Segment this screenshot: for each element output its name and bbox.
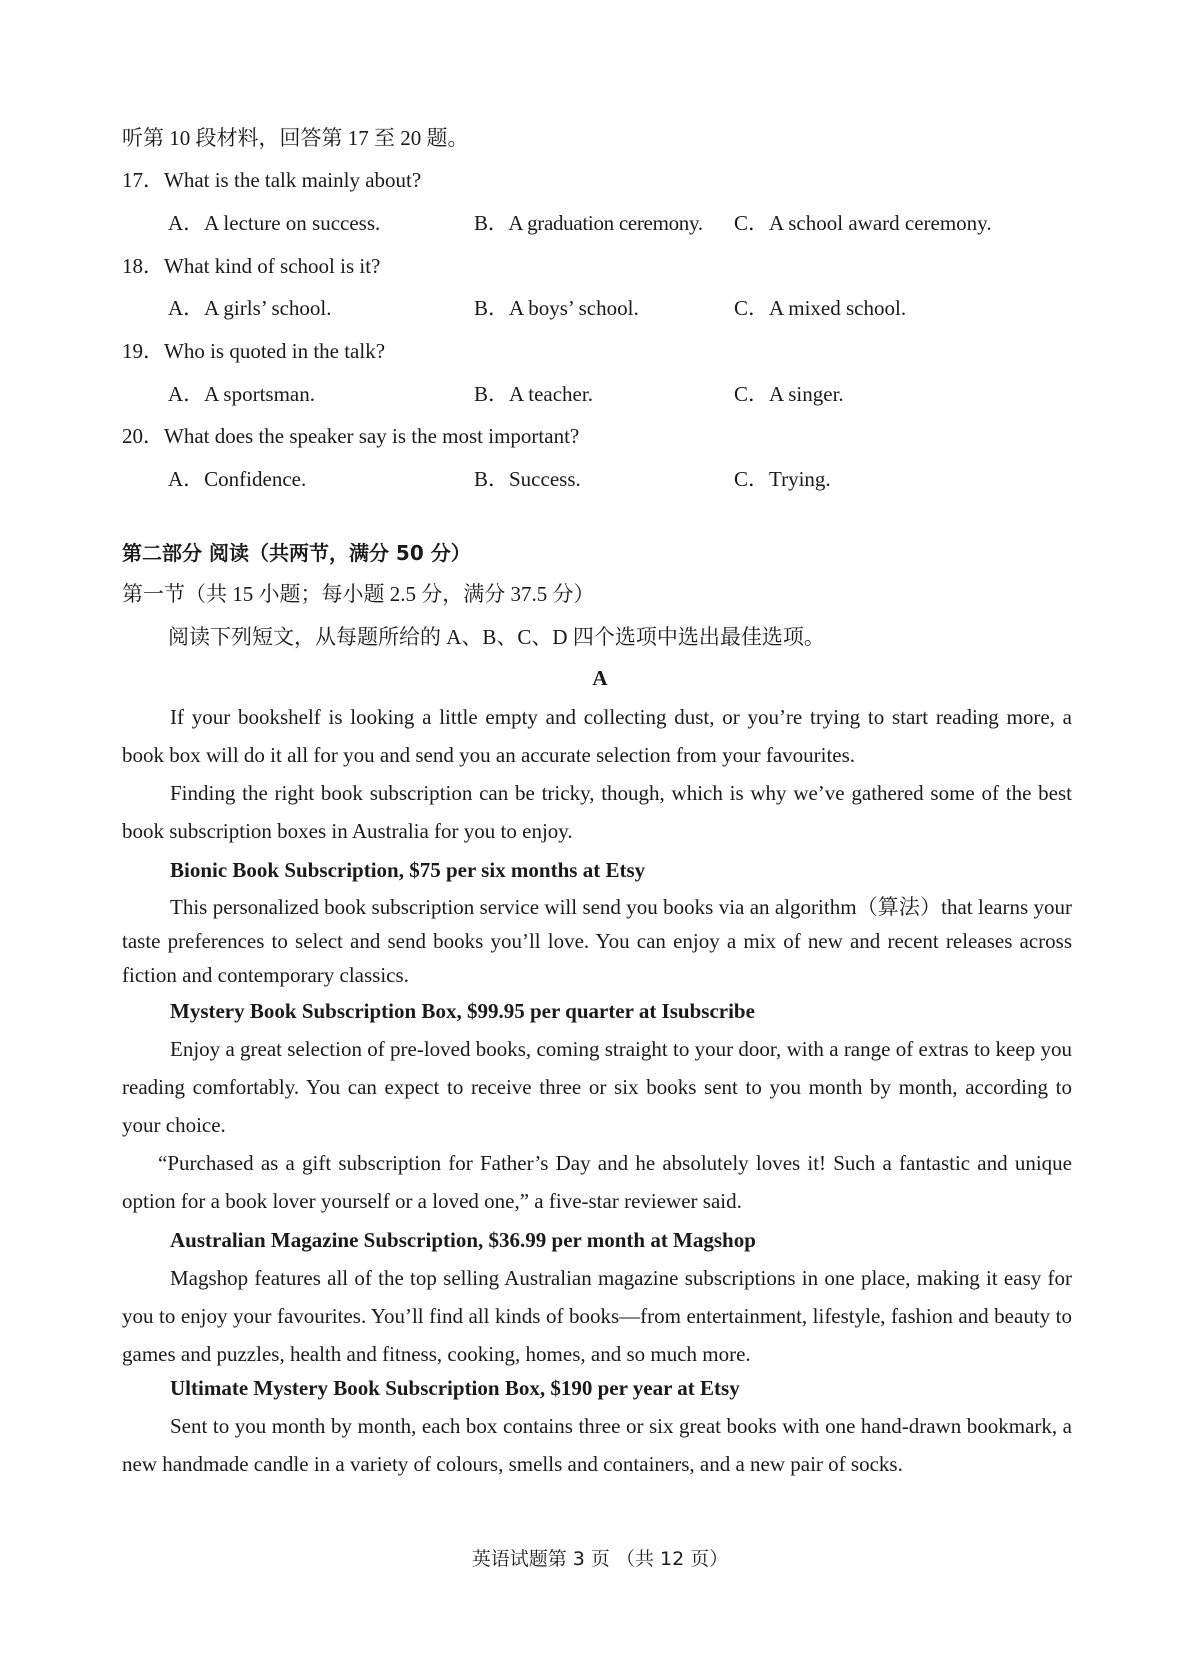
question-19-option-a: A．A sportsman. (168, 382, 315, 406)
item-3-text: Magshop features all of the top selling Australian magazine subscriptions in one place, making it easy for you to enjoy your favourites. You’ll find all kinds of books—from entertainment, lifestyle, fashion and beauty to games and puzzles, health and fitness, cooking, homes, and so much more. (122, 1266, 1072, 1366)
reading-part-title: 第二部分 阅读（共两节，满分 50 分） (122, 541, 471, 565)
item-2-quote (122, 1144, 1072, 1220)
item-2-quote-text: “Purchased as a gift subscription for Father’s Day and he absolutely loves it! Such a fantastic and unique option for a book lover yourself or a loved one,” a five-star reviewer said. (122, 1151, 1072, 1213)
passage-letter: A (592, 666, 608, 690)
item-2-heading: Mystery Book Subscription Box, $99.95 per quarter at Isubscribe (170, 999, 755, 1023)
passage-intro-1 (122, 698, 1072, 774)
item-1-paragraph (122, 890, 1072, 992)
question-19-stem: 19．Who is quoted in the talk? (122, 339, 386, 363)
question-18-option-b: B．A boys’ school. (474, 296, 639, 320)
reading-section-title: 第一节（共 15 小题；每小题 2.5 分，满分 37.5 分） (122, 582, 595, 606)
question-18-stem: 18．What kind of school is it? (122, 254, 381, 278)
question-20-option-a: A．Confidence. (168, 467, 307, 491)
question-20-stem: 20．What does the speaker say is the most important? (122, 424, 580, 448)
item-4-text: Sent to you month by month, each box contains three or six great books with one hand-drawn bookmark, a new handmade candle in a variety of colours, smells and containers, and a new pair of socks. (122, 1414, 1072, 1476)
question-17-stem: 17．What is the talk mainly about? (122, 168, 422, 192)
item-3-paragraph (122, 1259, 1072, 1373)
item-1-text: This personalized book subscription service will send you books via an algorithm（算法）that learns your taste preferences to select and send books you’ll love. You can enjoy a mix of new and recent releases across fiction and contemporary classics. (122, 895, 1072, 987)
question-17-option-c: C．A school award ceremony. (734, 211, 992, 235)
item-4-heading: Ultimate Mystery Book Subscription Box, $190 per year at Etsy (170, 1376, 740, 1400)
item-4-paragraph (122, 1407, 1072, 1483)
passage-intro-2-text: Finding the right book subscription can be tricky, though, which is why we’ve gathered some of the best book subscription boxes in Australia for you to enjoy. (122, 781, 1072, 843)
passage-intro-2 (122, 774, 1072, 850)
question-19-option-c: C．A singer. (734, 382, 844, 406)
reading-instruction: 阅读下列短文，从每题所给的 A、B、C、D 四个选项中选出最佳选项。 (168, 625, 825, 649)
item-1-heading: Bionic Book Subscription, $75 per six months at Etsy (170, 858, 646, 882)
question-20-option-b: B．Success. (474, 467, 581, 491)
page-footer: 英语试题第 3 页 （共 12 页） (471, 1548, 729, 1570)
listening-instruction: 听第 10 段材料，回答第 17 至 20 题。 (122, 126, 469, 150)
question-18-option-a: A．A girls’ school. (168, 296, 332, 320)
item-2-text: Enjoy a great selection of pre-loved books, coming straight to your door, with a range of extras to keep you reading comfortably. You can expect to receive three or six books sent to you month by month, according to your choice. (122, 1037, 1072, 1137)
question-17-option-b: B．A graduation ceremony. (474, 211, 703, 235)
passage-intro-1-text: If your bookshelf is looking a little empty and collecting dust, or you’re trying to start reading more, a book box will do it all for you and send you an accurate selection from your favourites. (122, 705, 1072, 767)
question-19-option-b: B．A teacher. (474, 382, 593, 406)
question-18-option-c: C．A mixed school. (734, 296, 907, 320)
item-3-heading: Australian Magazine Subscription, $36.99 per month at Magshop (170, 1228, 756, 1252)
question-20-option-c: C．Trying. (734, 467, 831, 491)
question-17-option-a: A．A lecture on success. (168, 211, 381, 235)
item-2-paragraph (122, 1030, 1072, 1144)
